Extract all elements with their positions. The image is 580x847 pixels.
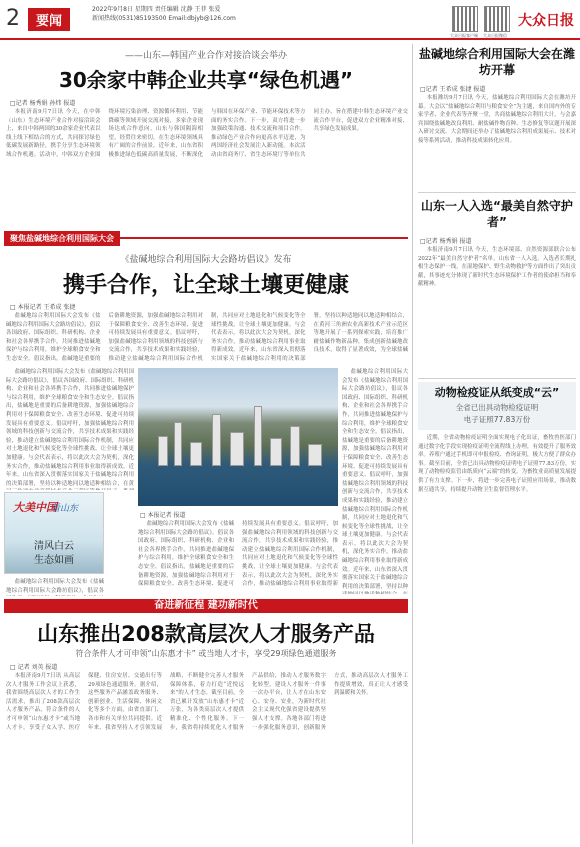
section-bar — [4, 231, 408, 245]
bottom-headline: 山东推出208款高层次人才服务产品 — [37, 622, 375, 646]
lead-headline: 30余家中韩企业共享“绿色机遇” — [58, 68, 354, 92]
promo-title: 大美中国 — [13, 501, 57, 514]
qr-code-icon[interactable] — [452, 6, 478, 32]
bottom-kicker: 符合条件人才可申领“山东惠才卡” 或当地人才卡，享受29项绿色通道服务 — [75, 649, 337, 658]
newspaper-logo: 大众日报 — [518, 13, 574, 29]
right-story2-body: 本报济南9月7日讯 今天，生态环境部、自然资源部联合公布2022年“最美自然守护者”名单，山东省一人入选。入选者长期扎根生态保护一线，在湿地保护、野生动物救护等方面作出了突出贡献，其事迹充分体现了新时代生态环境保护工作者的使命担当和奉献精神。 — [418, 247, 576, 288]
second-body-under-photo: 盐碱地综合利用国际大会发布《盐碱地综合利用国际大会路坊倡议》，倡议各国政府、国际组织、科研机构、企业和社会各界携手合作，共同推进盐碱地保护与综合利用，维护全球粮食安全和生态安全。倡议指出，盐碱地是重要的后备耕地资源，加强盐碱地综合利用对于保障粮食安全、改善生态环境、促进可持续发展具有重要意义。倡议呼吁，加强盐碱地综合利用领域的科技创新与交流合作，共享技术成果和实践经验，推动建立盐碱地综合利用国际合作机制，共同应对土地退化和气候变化等全球性挑战，让全球土壤更加健康。与会代表表示，将以此次大会为契机，深化务实合作，推动盐碱地综合利用事业取得新 — [138, 521, 338, 588]
qr-code-icon[interactable] — [484, 6, 510, 32]
qr-label: 大众日报微信 — [483, 33, 507, 38]
masthead-hotline: 新闻热线(0531)85193500 Email:dbjyb@126.com — [92, 15, 236, 22]
lead-byline: □记者 杨秀娟 孙炜 报道 — [10, 100, 76, 107]
right-story1-byline: □记者 王希成 张捷 报道 — [420, 86, 486, 93]
promo-box — [4, 492, 104, 574]
right-story3-kicker: 全省已出具动物检疫证明 — [455, 403, 539, 412]
section-bar-rule — [120, 237, 408, 239]
section-bar-label: 聚焦盐碱地综合利用国际大会 — [4, 231, 120, 246]
qr-label: 大众日报客户端 — [450, 33, 478, 38]
right-story3-body: 近期，全省动物检疫证明全面实现电子化出证，畜牧兽医部门通过数字化手段实现检疫证明全流程线上办理，有效提升了服务效率。养殖户通过手机即可申报检疫、查询证明，极大方便了群众办事。截至目前，全省已出具动物检疫证明电子证照77.83万份，实现了动物检疫监管由纸质向“云端”的转变，为畜牧业高质量发展提供了有力支撑。下一步，将进一步完善电子证照应用场景，推动数据互通共享，持续提升动物卫生监督管理水平。 — [418, 435, 576, 493]
divider — [418, 192, 576, 193]
right-story3-kicker: 电子证照77.83万份 — [463, 415, 531, 424]
masthead-info — [92, 5, 236, 23]
section-label: 要闻 — [28, 8, 70, 31]
bottom-body: 本报济南9月7日讯 从高层次人才服务工作会议上获悉，我省围绕高层次人才的工作生活需求，推出了208款高层次人才服务产品，符合条件的人才可申领“山东惠才卡”或当地人才卡，享受子女入学、医疗保健、住房安居、交通出行等29项绿色通道服务。据介绍，这些服务产品涵盖政务服务、创新创业、生活保障、休闲文化等多个方面，由省直部门、各市和有关单位共同提供。近年来，我省坚持人才引领发展战略，不断健全完善人才服务保障体系，着力打造“近悦远来”的人才生态。截至目前，全省已累计发放“山东惠才卡”近万张，为各类高层次人才提供精准化、个性化服务。下一步，我省将持续优化人才服务产品供给，推动人才服务数字化转型，建设人才服务一件事一次办平台，让人才在山东安心、安身、安业，为新时代社会主义现代化强省建设提供坚强人才支撑。各地各部门将进一步强化服务意识，创新服务方式，推动高层次人才服务工作提质增效，真正让人才感受到温暖和关怀。 — [6, 673, 408, 731]
second-headline: 携手合作，让全球土壤更健康 — [62, 273, 349, 298]
photo-caption: □ 本报记者 报道 — [140, 512, 186, 519]
column-divider — [412, 44, 413, 844]
masthead — [0, 0, 580, 40]
second-body-cont: 盐碱地综合利用国际大会发布《盐碱地综合利用国际大会路坊倡议》，倡议各国政府、国际组织、科研机构、企业和社会各界携手合作，共同推进盐碱地保护与综合利用，维护全球粮食安全和生态安全。倡议指出，盐碱地是重要的后备耕地资源，加强盐碱地综合利用对于保障粮食安全、改善生态环境、促进可持续发展具有重要意义。倡议呼吁，加强盐碱地综合利用领域的科技创新与交流合作，共享技术成果和实践经验，推动建立盐碱地综合利用国际合作机制，共同应对土地退化和气候变化等全球性挑战，让全球土壤更加健康。与会代表表示，将以此次大会为契机，深化务实合作，推动盐碱地综合利用事业取得新成效。近年来，山东省深入贯彻落实国家关于盐碱地综合利用的决策部署，坚持以种适地同以地适种相结合，在黄 — [6, 369, 134, 487]
right-story3-headline: 动物检疫证从纸变成“云” — [434, 386, 560, 399]
divider — [418, 378, 576, 379]
promo-text: 盐碱地综合利用国际大会发布《盐碱地综合利用国际大会路坊倡议》，倡议各 — [6, 579, 104, 594]
promo-subtitle: 看山东 — [51, 504, 79, 514]
right-story2-headline: 山东一人入选“最美自然守护者” — [421, 199, 573, 229]
second-kicker: 《盐碱地综合利用国际大会路坊倡议》发布 — [120, 255, 292, 265]
lead-body: 本报济南9月7日讯 今天，在中韩（山东）生态环境产业合作对接洽谈会上，来自中韩两国的30余家企业代表以线上线下相结合的方式，共同探讨绿色低碳发展新路径，携手分享生态环境领域合作机遇。活动中，中韩双方企业围绕环境污染治理、资源循环利用、节能降碳等领域开展交流对接，多家企业现场达成合作意向。山东与韩国隔海相望，经贸往来密切，在生态环境领域具有广阔的合作前景。近年来，山东省积极推进绿色低碳高质量发展，不断深化与韩国在环保产业、节能环保技术等方面的务实合作。下一步，双方将进一步加强政策沟通、技术交流和项目合作，推动绿色产业合作向更高水平迈进，为两国经济社会发展注入新动能。本次活动由省商务厅、省生态环境厅等单位共同主办，旨在搭建中韩生态环境产业交流合作平台，促进双方企业精准对接，共享绿色发展成果。 — [6, 109, 408, 158]
bottom-byline: □ 记者 刘英 报道 — [10, 664, 58, 671]
right-story1-headline: 盐碱地综合利用国际大会在潍坊开幕 — [418, 47, 575, 77]
theme-banner: 奋进新征程 建功新时代 — [4, 599, 408, 613]
second-byline: □ 本报记者 王希成 张捷 — [10, 304, 76, 311]
lead-kicker: ——山东—韩国产业合作对接洽谈会举办 — [124, 51, 287, 61]
page-number: 2 — [6, 6, 20, 31]
masthead-date-editors: 2022年9月8日 星期四 责任编辑 沈静 王菲 张爱 — [92, 6, 221, 13]
promo-caption: 生态如画 — [34, 555, 74, 566]
aerial-city-photo — [138, 368, 338, 506]
right-story2-byline: □记者 杨秀娟 报道 — [420, 238, 472, 245]
right-story1-body: 本报潍坊9月7日讯 今天，盐碱地综合利用国际大会在潍坊开幕。大会以“盐碱地综合利用与粮食安全”为主题，来自国内外的专家学者、企业代表等齐聚一堂，共商盐碱地综合利用大计。与会嘉宾围绕盐碱地改良利用、耐盐碱作物育种、生态修复等议题开展深入研讨交流。大会期间还举办了盐碱地综合利用成果展示、技术对接等系列活动，推动科技成果转化应用。 — [418, 95, 576, 144]
second-body-right: 盐碱地综合利用国际大会发布《盐碱地综合利用国际大会路坊倡议》，倡议各国政府、国际组织、科研机构、企业和社会各界携手合作，共同推进盐碱地保护与综合利用，维护全球粮食安全和生态安全。倡议指出，盐碱地是重要的后备耕地资源，加强盐碱地综合利用对于保障粮食安全、改善生态环境、促进可持续发展具有重要意义。倡议呼吁，加强盐碱地综合利用领域的科技创新与交流合作，共享技术成果和实践经验，推动建立盐碱地综合利用国际合作机制，共同应对土地退化和气候变化等全球性挑战，让全球土壤更加健康。与会代表表示，将以此次大会为契机，深化务实合作，推动盐碱地综合利用事业取得新成效。近年来，山东省深入贯彻落实国家关于盐碱地综合利用的决策部署，坚持以种 — [342, 369, 408, 590]
second-body: 盐碱地综合利用国际大会发布《盐碱地综合利用国际大会路坊倡议》，倡议各国政府、国际组织、科研机构、企业和社会各界携手合作，共同推进盐碱地保护与综合利用，维护全球粮食安全和生态安全。倡议指出，盐碱地是重要的后备耕地资源，加强盐碱地综合利用对于保障粮食安全、改善生态环境、促进可持续发展具有重要意义。倡议呼吁，加强盐碱地综合利用领域的科技创新与交流合作，共享技术成果和实践经验，推动建立盐碱地综合利用国际合作机制，共同应对土地退化和气候变化等全球性挑战，让全球土壤更加健康。与会代表表示，将以此次大会为契机，深化务实合作，推动盐碱地综合利用事业取得新成效。近年来，山东省深入贯彻落实国家关于盐碱地综合利用的决策部署，坚持以种适地同以地适种相结合，在黄河三角洲农业高新技术产业示范区等地开展了一系列探索实践，培育推广耐盐碱作物新品种，集成创新盐碱地改良技术，取得了显著成效，为全球盐碱 — [6, 313, 408, 362]
promo-caption: 清风白云 — [34, 541, 74, 552]
